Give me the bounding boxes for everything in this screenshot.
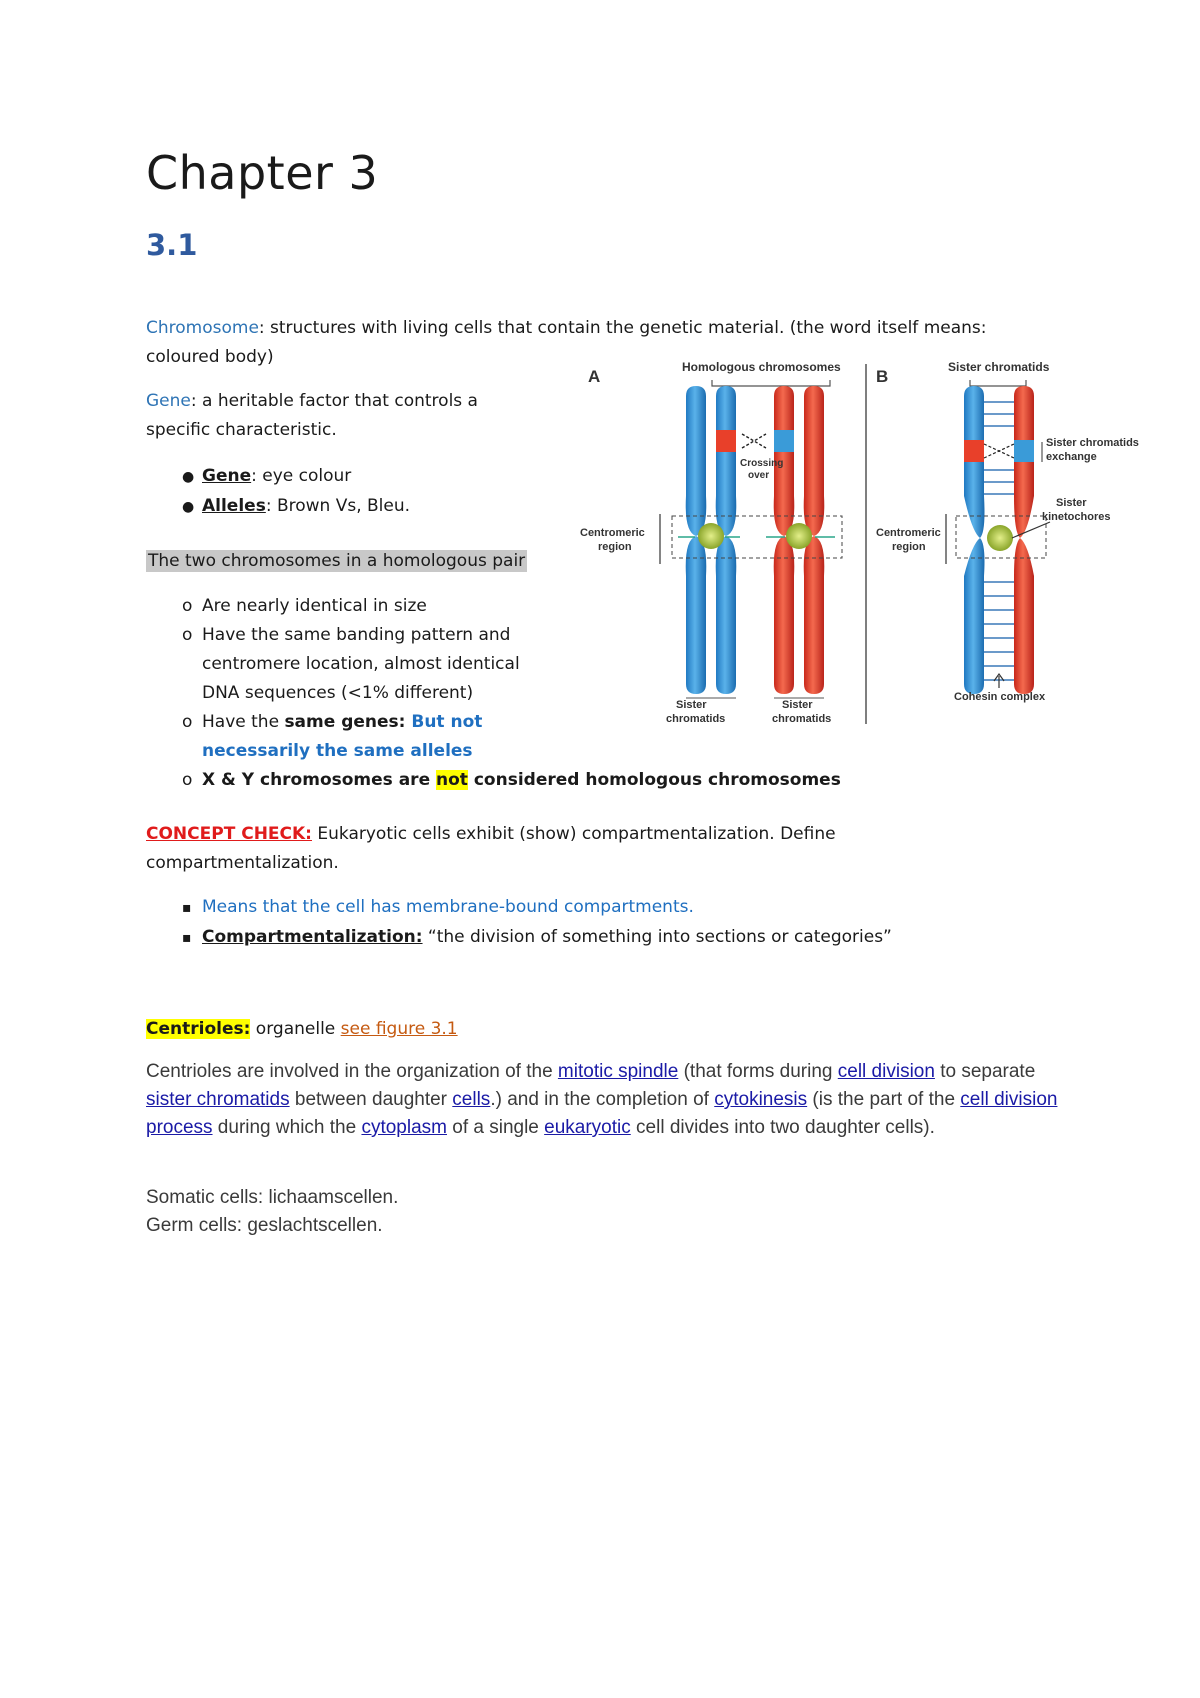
homologous-header bbox=[146, 547, 527, 576]
gene-text: : a heritable factor that controls a bbox=[190, 391, 478, 411]
germ-note: Germ cells: geslachtscellen. bbox=[146, 1215, 383, 1236]
section-heading: 3.1 bbox=[146, 228, 198, 262]
kinetochores-label: Sister bbox=[1056, 497, 1087, 509]
list-item: o Have the same banding pattern and bbox=[182, 621, 1082, 650]
crossing-over-label: Crossing bbox=[740, 458, 784, 469]
gene-term: Gene bbox=[146, 391, 191, 411]
centromeric-label-a: Centromeric bbox=[580, 527, 645, 539]
bullet-dot: ● bbox=[182, 469, 195, 485]
chapter-title: Chapter 3 bbox=[146, 146, 379, 200]
cell-type-notes bbox=[146, 1184, 398, 1240]
concept-check-list bbox=[182, 893, 1082, 953]
circle-bullet-icon: o bbox=[182, 625, 193, 645]
chromatids-label-a1: chromatids bbox=[666, 713, 726, 725]
sister-label-a2: Sister bbox=[782, 699, 813, 711]
centrioles-paragraph: Centrioles are involved in the organization of the mitotic spindle (that forms during cell division to separate sister chromatids between daughter cells.) and in the completion of cytokinesis (is the part of the cell division process during which the cytoplasm of a single eukaryotic cell divides into two daughter cells). bbox=[146, 1061, 1058, 1138]
centromeric-label-b: Centromeric bbox=[876, 527, 941, 539]
chromosome-text-line2: coloured body) bbox=[146, 347, 274, 367]
gene-text-line2: specific characteristic. bbox=[146, 420, 337, 440]
panel-b-label: B bbox=[876, 367, 889, 386]
link-cytokinesis[interactable]: cytokinesis bbox=[714, 1089, 808, 1110]
centrioles-label: Centrioles: bbox=[146, 1019, 251, 1039]
chromosome-figure bbox=[580, 354, 1140, 730]
kinetochores-label-2: kinetochores bbox=[1042, 511, 1111, 523]
list-item-cont: DNA sequences (<1% different) bbox=[202, 683, 474, 703]
link-eukaryotic[interactable]: eukaryotic bbox=[544, 1117, 631, 1138]
circle-bullet-icon: o bbox=[182, 596, 193, 616]
somatic-note: Somatic cells: lichaamscellen. bbox=[146, 1187, 399, 1208]
list-item-cont: centromere location, almost identical bbox=[202, 654, 520, 674]
concept-check bbox=[146, 820, 1076, 878]
list-item: o Are nearly identical in size bbox=[182, 592, 1082, 621]
square-bullet-icon: ▪ bbox=[182, 900, 192, 916]
concept-check-label: CONCEPT CHECK: bbox=[146, 824, 312, 844]
centromere-dot bbox=[698, 523, 724, 549]
centromere-dot bbox=[786, 523, 812, 549]
panel-a-label: A bbox=[588, 367, 601, 386]
chromosome-text: : structures with living cells that contain the genetic material. (the word itself means: bbox=[258, 318, 987, 338]
homologous-chromosomes-label: Homologous chromosomes bbox=[682, 360, 841, 374]
crossing-over-label-2: over bbox=[748, 470, 770, 481]
bullet-dot: ● bbox=[182, 499, 195, 515]
example-term: Gene bbox=[202, 466, 252, 486]
gene-definition bbox=[146, 387, 566, 445]
list-item: ▪ Means that the cell has membrane-bound compartments. bbox=[182, 893, 1082, 923]
link-cytoplasm[interactable]: cytoplasm bbox=[361, 1117, 447, 1138]
example-text: : Brown Vs, Bleu. bbox=[265, 496, 411, 516]
figure-link[interactable]: see figure 3.1 bbox=[340, 1019, 458, 1039]
link-mitotic-spindle[interactable]: mitotic spindle bbox=[557, 1061, 679, 1082]
list-item: ▪ Compartmentalization: “the division of something into sections or categories” bbox=[182, 923, 1082, 953]
sister-chromatids-top-label: Sister chromatids bbox=[948, 360, 1050, 374]
circle-bullet-icon: o bbox=[182, 712, 193, 732]
concept-check-text: Eukaryotic cells exhibit (show) compartmentalization. Define bbox=[311, 824, 836, 844]
sister-exchange-label-2: exchange bbox=[1046, 451, 1097, 463]
link-cells[interactable]: cells bbox=[452, 1089, 491, 1110]
square-bullet-icon: ▪ bbox=[182, 930, 192, 946]
centromeric-label-a-2: region bbox=[598, 541, 632, 553]
link-cell-division[interactable]: cell division bbox=[837, 1061, 935, 1082]
sister-exchange-label: Sister chromatids bbox=[1046, 437, 1139, 449]
chromatids-label-a2: chromatids bbox=[772, 713, 832, 725]
example-text: : eye colour bbox=[251, 466, 352, 486]
centromeric-label-b-2: region bbox=[892, 541, 926, 553]
list-item bbox=[182, 462, 410, 492]
list-item-cont: necessarily the same alleles bbox=[202, 741, 473, 761]
homologous-header-text: The two chromosomes in a homologous pair bbox=[148, 551, 526, 571]
list-item bbox=[182, 492, 410, 522]
link-cell-division-2[interactable]: cell division bbox=[960, 1089, 1058, 1110]
link-sister-chromatids[interactable]: sister chromatids bbox=[146, 1089, 290, 1110]
link-process[interactable]: process bbox=[146, 1117, 213, 1138]
concept-check-text-line2: compartmentalization. bbox=[146, 853, 339, 873]
list-item: o Have the same genes: But not bbox=[182, 708, 1082, 737]
centrioles-line: Centrioles: organelle see figure 3.1 bbox=[146, 1019, 458, 1039]
list-item: o X & Y chromosomes are not considered homologous chromosomes bbox=[182, 766, 1082, 795]
sister-label-a1: Sister bbox=[676, 699, 707, 711]
circle-bullet-icon: o bbox=[182, 770, 193, 790]
cohesin-label: Cohesin complex bbox=[954, 691, 1046, 703]
chromosome-term: Chromosome bbox=[146, 318, 259, 338]
example-term: Alleles bbox=[202, 496, 266, 516]
example-list bbox=[182, 462, 410, 522]
